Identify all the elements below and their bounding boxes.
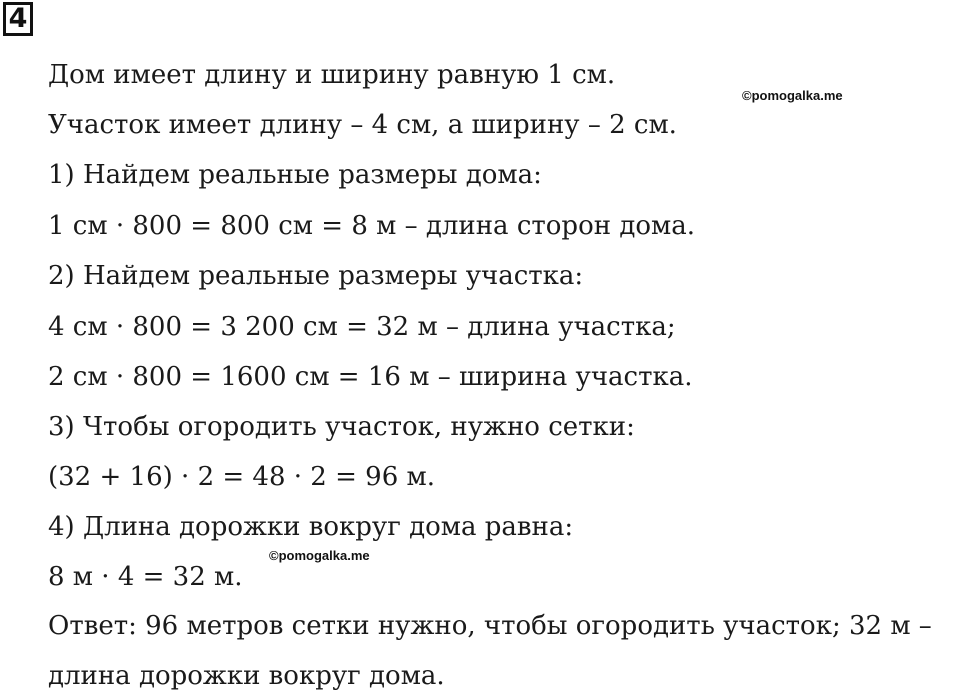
watermark-middle: ©pomogalka.me [269,548,370,563]
text-line-11: 8 м · 4 = 32 м. [48,562,243,592]
text-line-8: 3) Чтобы огородить участок, нужно сетки: [48,412,635,442]
text-line-6: 4 см · 800 = 3 200 см = 32 м – длина участка; [48,312,676,342]
text-line-7: 2 см · 800 = 1600 см = 16 м – ширина участка. [48,362,693,392]
watermark-top: ©pomogalka.me [742,88,843,103]
text-line-12: Ответ: 96 метров сетки нужно, чтобы огородить участок; 32 м – [48,611,932,641]
text-line-9: (32 + 16) · 2 = 48 · 2 = 96 м. [48,462,435,492]
task-number-badge: 4 [3,2,33,36]
text-line-2: Участок имеет длину – 4 см, а ширину – 2 см. [48,110,677,140]
text-line-13: длина дорожки вокруг дома. [48,661,445,691]
text-line-1: Дом имеет длину и ширину равную 1 см. [48,60,616,90]
text-line-5: 2) Найдем реальные размеры участка: [48,261,584,291]
text-line-10: 4) Длина дорожки вокруг дома равна: [48,512,574,542]
text-line-4: 1 см · 800 = 800 см = 8 м – длина сторон дома. [48,211,695,241]
text-line-3: 1) Найдем реальные размеры дома: [48,160,542,190]
